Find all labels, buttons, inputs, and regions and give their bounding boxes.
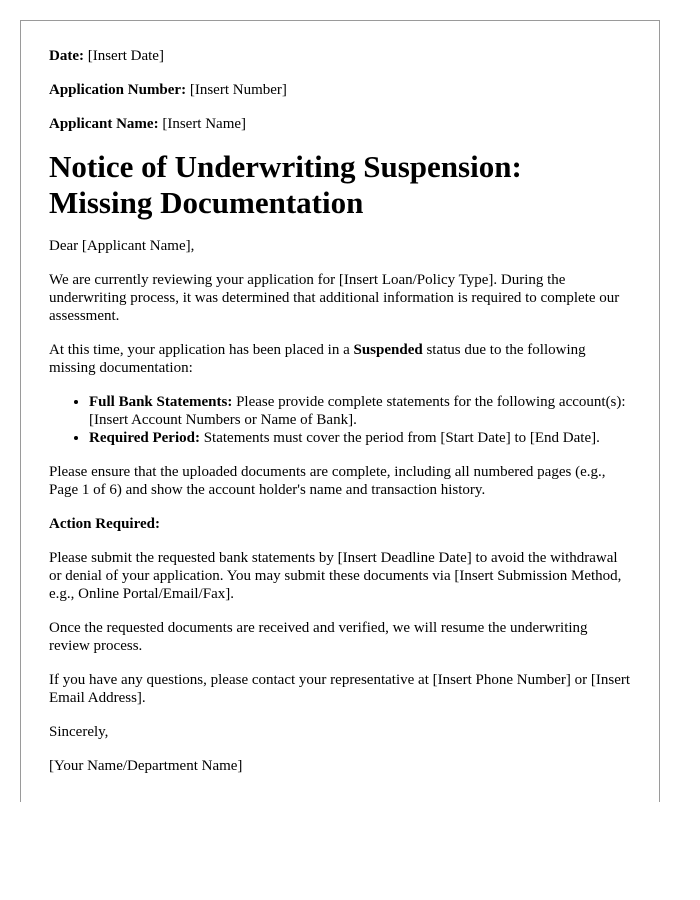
- paragraph-submit: Please submit the requested bank statements by [Insert Deadline Date] to avoid the withdrawal or denial of your application. You may submit these documents via [Insert Submission Method, e.g., Online Portal/Email/Fax].: [49, 550, 622, 602]
- applicant-name-label: Applicant Name:: [49, 116, 159, 132]
- paragraph-intro: We are currently reviewing your application for [Insert Loan/Policy Type]. During the underwriting process, it was determined that additional information is required to complete our assessment.: [49, 272, 620, 324]
- page-title: [49, 149, 631, 221]
- paragraph-contact: If you have any questions, please contact your representative at [Insert Phone Number] or [Insert Email Address].: [49, 672, 631, 706]
- date-value: [Insert Date]: [87, 48, 164, 64]
- list-item-text: Statements must cover the period from [Start Date] to [End Date].: [199, 430, 600, 446]
- salutation: Dear [Applicant Name],: [49, 238, 195, 254]
- missing-docs-list: [49, 393, 631, 447]
- list-item-label: Full Bank Statements:: [89, 394, 233, 410]
- status-text-before: At this time, your application has been placed in a: [49, 342, 354, 358]
- status-text-after: status due to the following missing documentation:: [49, 342, 586, 376]
- list-item-label: Required Period:: [89, 430, 200, 446]
- list-item-bank-statements: [89, 393, 631, 429]
- list-item-text: Please provide complete statements for the following account(s): [Insert Account Numbers or Name of Bank].: [89, 394, 626, 428]
- applicant-name-line: [49, 115, 631, 133]
- action-required-heading: Action Required:: [49, 516, 160, 532]
- date-line: [49, 47, 631, 65]
- application-number-label: Application Number:: [49, 82, 187, 98]
- list-item-required-period: [89, 429, 631, 447]
- paragraph-resume: Once the requested documents are received and verified, we will resume the underwriting review process.: [49, 620, 588, 654]
- date-label: Date:: [49, 48, 84, 64]
- letter-page: [20, 20, 660, 802]
- title-line-1: Notice of Underwriting Suspension:: [49, 149, 522, 184]
- applicant-name-value: [Insert Name]: [162, 116, 247, 132]
- paragraph-completeness: Please ensure that the uploaded documents are complete, including all numbered pages (e.g., Page 1 of 6) and show the account holder's name and transaction history.: [49, 464, 606, 498]
- signature: [Your Name/Department Name]: [49, 758, 243, 774]
- application-number-line: [49, 81, 631, 99]
- closing: Sincerely,: [49, 724, 109, 740]
- title-line-2: Missing Documentation: [49, 185, 364, 220]
- application-number-value: [Insert Number]: [189, 82, 287, 98]
- paragraph-status: [49, 341, 631, 377]
- status-suspended: Suspended: [353, 342, 423, 358]
